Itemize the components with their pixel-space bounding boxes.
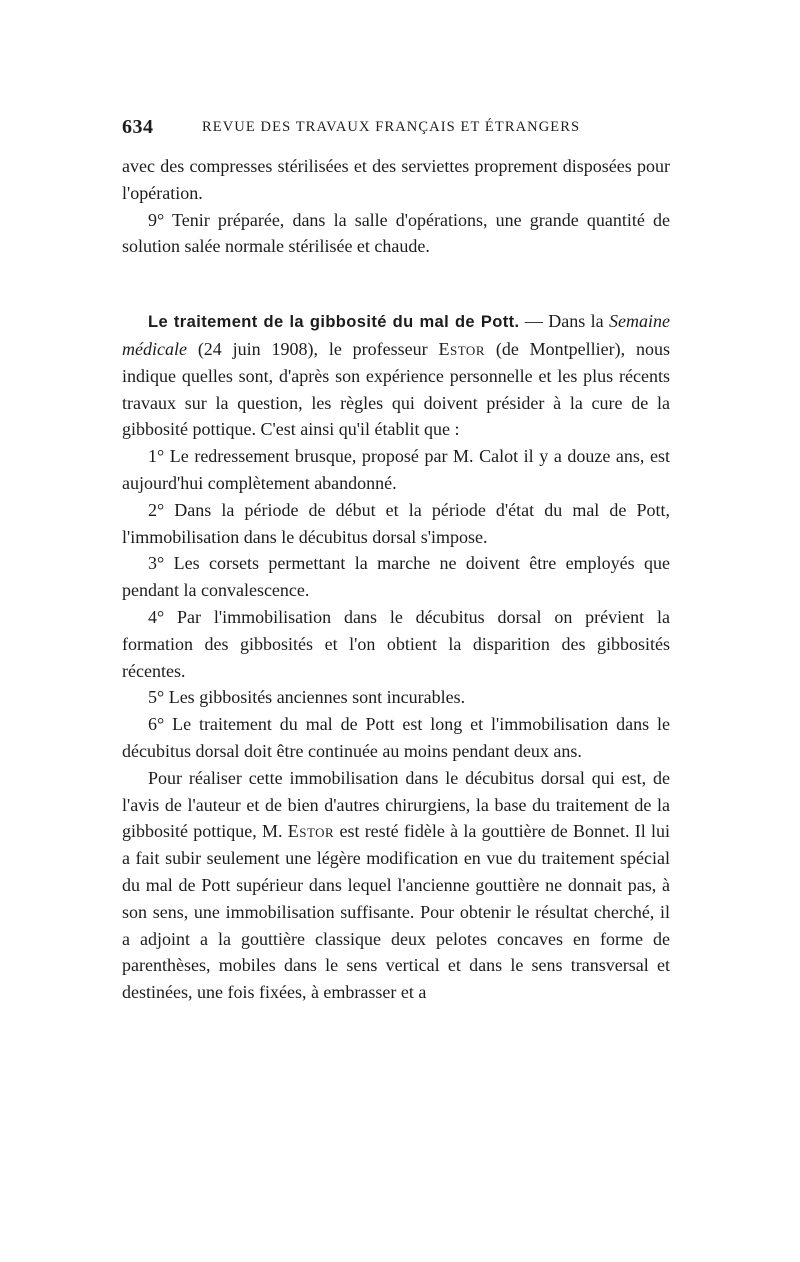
rule-item: 6° Le traitement du mal de Pott est long et l'immobilisation dans le décubitus dorsal doit être continuée au moins pendant deux ans. [122,714,670,761]
author-name: Estor [287,821,335,842]
section-text-1: (24 juin 1908), le professeur [186,338,439,359]
author-name: Estor [438,338,485,359]
final-text-1: Pour réaliser cette immobilisation dans le décubitus dorsal qui est, de l'avis de l'auteur et de bien d'autres chirurgiens, la base du traitement de la gibbosité pottique, M. [122,767,670,842]
rule-item: 3° Les corsets permettant la marche ne doivent être employés que pendant la convalescence. [122,553,670,601]
rule-item: 1° Le redressement brusque, proposé par M. Calot il y a douze ans, est aujourd'hui complètement abandonné. [122,446,670,493]
page-number: 634 [122,116,154,138]
section-intro-paragraph [122,308,670,443]
section-title: Le traitement de la gibbosité du mal de Pott. [148,313,520,332]
rule-item: 2° Dans la période de début et la période d'état du mal de Pott, l'immobilisation dans le décubitus dorsal s'impose. [122,499,670,547]
continuation-paragraph: avec des compresses stérilisées et des serviettes proprement disposées pour l'opération. [122,156,670,203]
journal-name: Semaine médicale [122,311,670,359]
page-header [122,116,668,142]
rule-item: 4° Par l'immobilisation dans le décubitus dorsal on prévient la formation des gibbosités et l'on obtient la disparition des gibbosités récentes. [122,606,670,681]
final-paragraph [122,765,670,1006]
page-body [122,153,670,1006]
section-dash: — Dans la [519,311,610,332]
section-spacer [122,260,670,308]
section-text-2: (de Montpellier), nous indique quelles sont, d'après son expérience personnelle et les plus récents travaux sur la question, les règles qui doivent présider à la cure de la gibbosité pottique. C'est ainsi qu'il établit que : [122,338,671,440]
final-text-2: est resté fidèle à la gouttière de Bonnet. Il lui a fait subir seulement une légère modification en vue du traitement spécial du mal de Pott supérieur dans lequel l'ancienne gouttière ne donnait pas, à son sens, une immobilisation suffisante. Pour obtenir le résultat cherché, il a adjoint a la gouttière classique deux pelotes concaves en forme de parenthèses, mobiles dans le sens vertical et dans le sens transversal et destinées, une fois fixées, à embrasser et a [122,821,670,1003]
list-item-9: 9° Tenir préparée, dans la salle d'opérations, une grande quantité de solution salée normale stérilisée et chaude. [122,209,670,257]
rule-item: 5° Les gibbosités anciennes sont incurables. [148,687,466,708]
running-title: REVUE DES TRAVAUX FRANÇAIS ET ÉTRANGERS [202,119,581,135]
